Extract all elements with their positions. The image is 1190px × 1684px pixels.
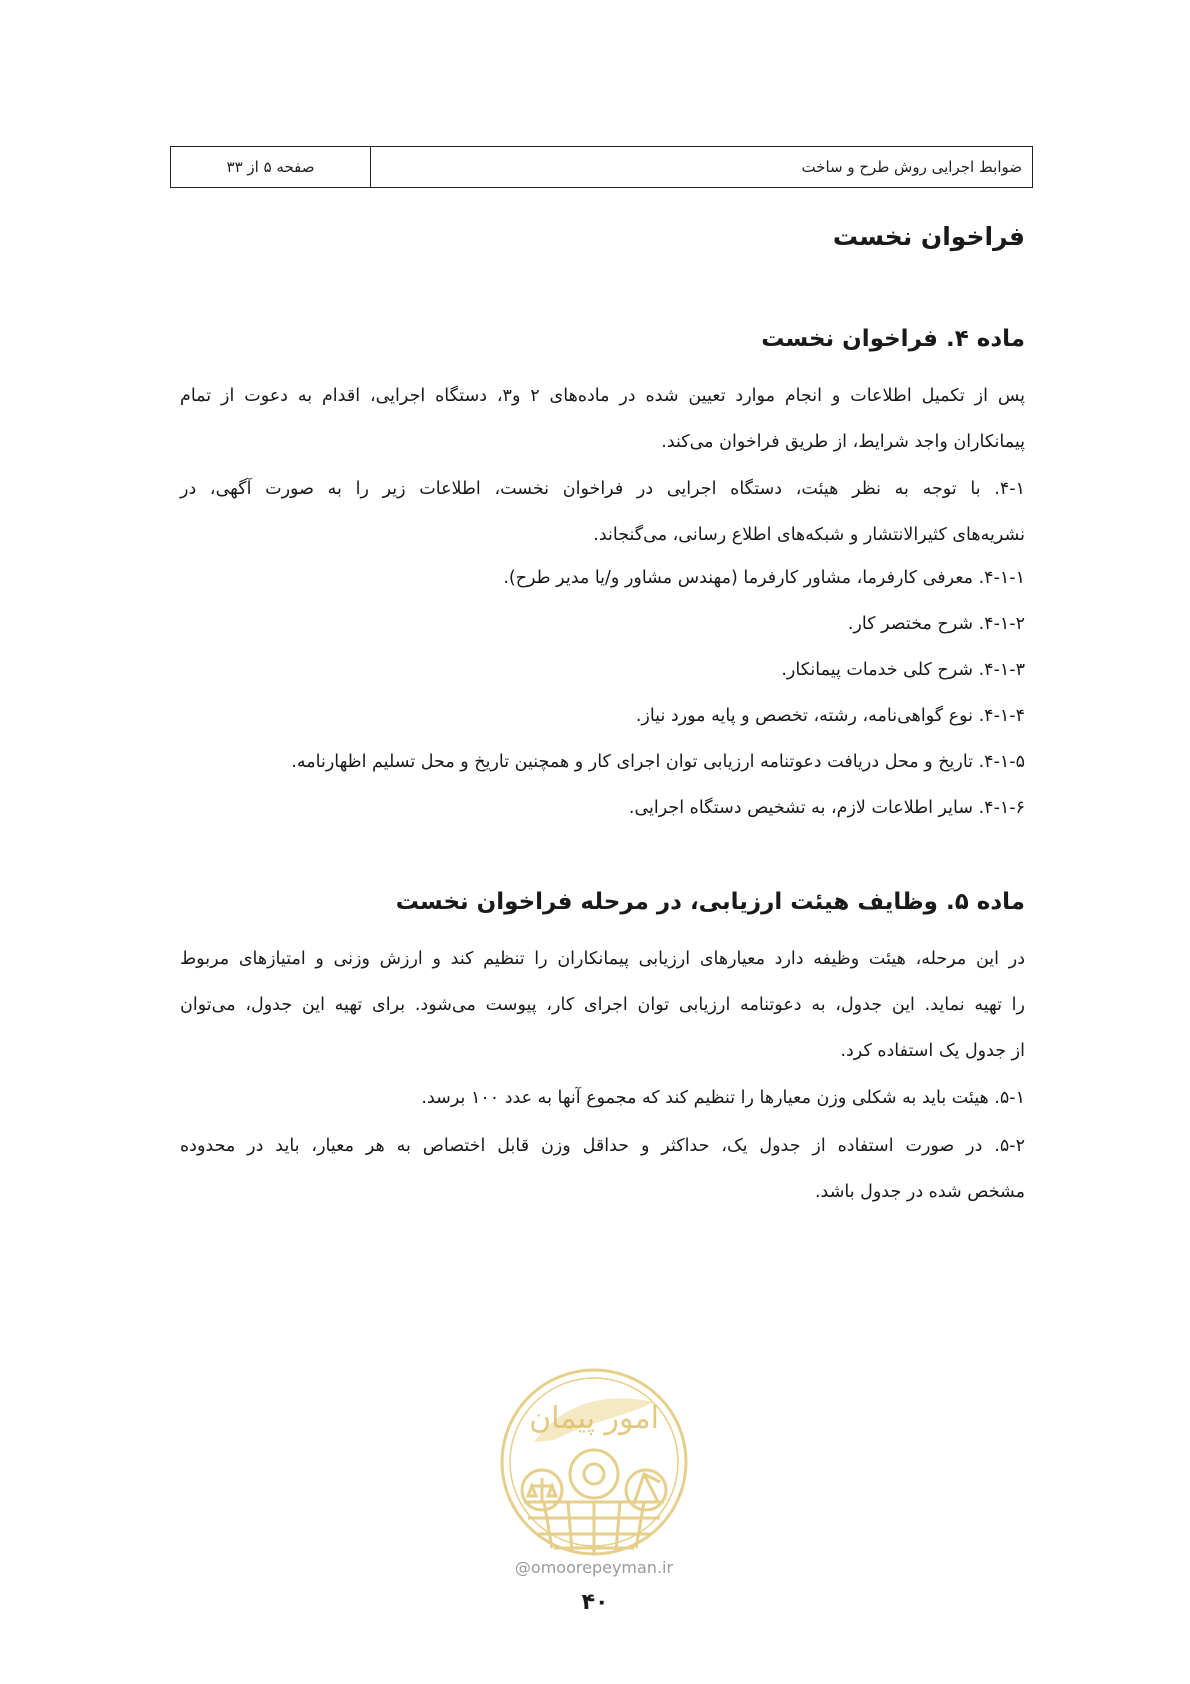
clause-4-1-1: ۴-۱-۱. معرفی کارفرما، مشاور کارفرما (مهندس مشاور و/یا مدیر طرح). [503,568,1025,588]
clause-4-1-3: ۴-۱-۳. شرح کلی خدمات پیمانکار. [781,660,1025,680]
clause-5-1: ۵-۱. هیئت باید به شکلی وزن معیارها را تنظیم کند که مجموع آنها به عدد ۱۰۰ برسد. [421,1088,1025,1108]
clause-4-1-6: ۴-۱-۶. سایر اطلاعات لازم، به تشخیص دستگاه اجرایی. [628,798,1025,818]
article-5-intro-line-2: را تهیه نماید. این جدول، به دعوتنامه ارزیابی توان اجرای کار، پیوست می‌شود. برای تهیه این جدول، می‌توان [180,995,1025,1015]
section-title: فراخوان نخست [832,222,1025,251]
article-5-heading: ماده ۵. وظایف هیئت ارزیابی، در مرحله فراخوان نخست [395,889,1025,915]
clause-4-1-2: ۴-۱-۲. شرح مختصر کار. [847,614,1025,634]
page-number: ۴۰ [581,1590,609,1615]
clause-4-1-4: ۴-۱-۴. نوع گواهی‌نامه، رشته، تخصص و پایه مورد نیاز. [635,706,1025,726]
clause-5-2-line-1: ۵-۲. در صورت استفاده از جدول یک، حداکثر و حداقل وزن قابل اختصاص به هر معیار، باید در محدوده [180,1136,1025,1156]
header-table [170,146,1033,188]
article-4-intro-line-2: پیمانکاران واجد شرایط، از طریق فراخوان می‌کند. [661,432,1025,452]
article-5-intro [180,936,1025,1074]
page-indicator: صفحه ۵ از ۳۳ [226,158,315,176]
clause-4-1 [180,466,1025,558]
watermark-logo [494,1362,694,1562]
article-4-heading: ماده ۴. فراخوان نخست [761,326,1025,352]
clause-5-2 [180,1123,1025,1215]
clause-4-1-line-2: نشریه‌های کثیرالانتشار و شبکه‌های اطلاع رسانی، می‌گنجاند. [593,525,1025,545]
clause-5-2-line-2: مشخص شده در جدول باشد. [814,1182,1025,1202]
watermark-url: @omoorepeyman.ir [514,1558,674,1577]
article-5-intro-line-3: از جدول یک استفاده کرد. [840,1041,1025,1061]
omoore-peyman-seal-icon [494,1362,694,1562]
watermark-logo-text: امور پیمان [529,1401,659,1436]
clause-4-1-5: ۴-۱-۵. تاریخ و محل دریافت دعوتنامه ارزیابی توان اجرای کار و همچنین تاریخ و محل تسلیم اظهارنامه. [291,752,1025,772]
article-5-intro-line-1: در این مرحله، هیئت وظیفه دارد معیارهای ارزیابی پیمانکاران را تنظیم کند و ارزش وزنی و امتیازهای مربوط [180,949,1025,969]
document-title: ضوابط اجرایی روش طرح و ساخت [370,147,1032,187]
article-4-intro [180,373,1025,465]
clause-4-1-line-1: ۴-۱. با توجه به نظر هیئت، دستگاه اجرایی در فراخوان نخست، اطلاعات زیر را به صورت آگهی، در [180,479,1025,499]
article-4-intro-line-1: پس از تکمیل اطلاعات و انجام موارد تعیین شده در ماده‌های ۲ و۳، دستگاه اجرایی، اقدام به دعوت از تمام [180,386,1025,406]
